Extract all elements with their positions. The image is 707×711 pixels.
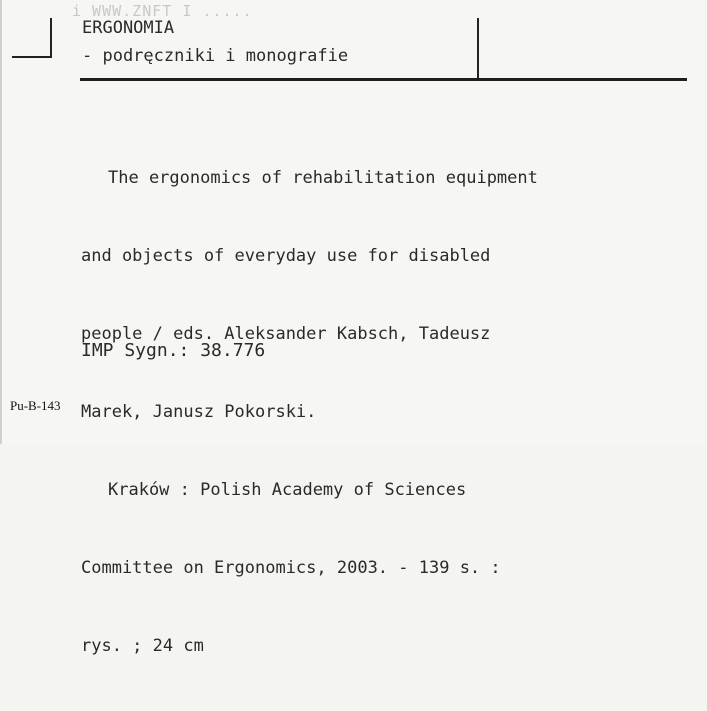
entry-line: The ergonomics of rehabilitation equipment bbox=[108, 168, 538, 188]
corner-mark-vertical bbox=[50, 18, 52, 58]
entry-line: Kraków : Polish Academy of Sciences bbox=[108, 480, 467, 500]
location-code: Pu-B-143 bbox=[10, 398, 61, 413]
faint-stamp-text: i WWW.ZNFT I ..... bbox=[72, 2, 253, 20]
header-rule bbox=[80, 78, 687, 81]
header-separator bbox=[477, 18, 479, 78]
entry-line: Marek, Janusz Pokorski. bbox=[81, 402, 317, 422]
entry-line: rys. ; 24 cm bbox=[81, 636, 204, 656]
subject-subheading: - podręczniki i monografie bbox=[82, 46, 349, 66]
entry-line: Committee on Ergonomics, 2003. - 139 s. : bbox=[81, 558, 501, 578]
bibliographic-entry bbox=[81, 113, 691, 711]
subject-heading: ERGONOMIA bbox=[82, 18, 175, 38]
corner-mark-horizontal bbox=[12, 56, 52, 58]
entry-line: and objects of everyday use for disabled bbox=[81, 246, 491, 266]
call-number: IMP Sygn.: 38.776 bbox=[81, 340, 266, 361]
entry-line: people / eds. Aleksander Kabsch, Tadeusz bbox=[81, 324, 491, 344]
